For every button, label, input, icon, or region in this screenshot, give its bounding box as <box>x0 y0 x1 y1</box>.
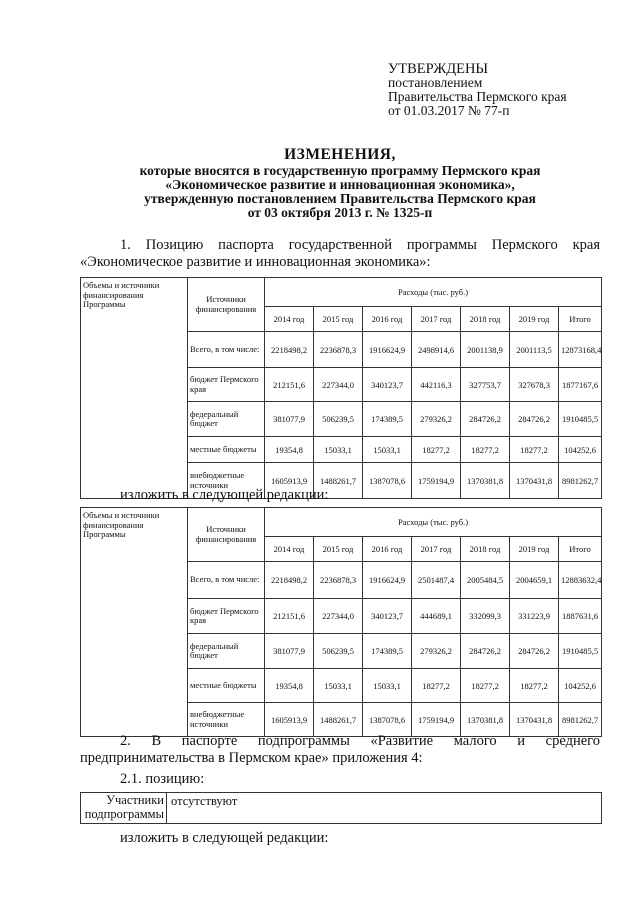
value-cell: 18277,2 <box>510 437 559 463</box>
paragraph-line: предпринимательства в Пермском крае» приложения 4: <box>80 750 423 766</box>
value-cell: 332099,3 <box>461 599 510 634</box>
value-cell: 15033,1 <box>363 669 412 703</box>
value-cell: 18277,2 <box>412 669 461 703</box>
total-cell: 8981262,7 <box>559 463 602 499</box>
total-cell: 1910485,5 <box>559 634 602 669</box>
value-cell: 1387078,6 <box>363 463 412 499</box>
value-cell: 340123,7 <box>363 368 412 402</box>
value-cell: 381077,9 <box>265 402 314 437</box>
value-cell: 1387078,6 <box>363 703 412 737</box>
value-cell: 1488261,7 <box>314 463 363 499</box>
year-header: 2016 год <box>363 307 412 332</box>
value-cell: 1759194,9 <box>412 703 461 737</box>
approval-line: Правительства Пермского края <box>388 89 567 104</box>
value-cell: 1370381,8 <box>461 703 510 737</box>
paragraph-line: «Экономическое развитие и инновационная экономика»: <box>80 254 431 270</box>
value-cell: 2498914,6 <box>412 332 461 368</box>
value-cell: 284726,2 <box>510 402 559 437</box>
approval-date: от 01.03.2017 № 77-п <box>388 103 510 118</box>
total-cell: 1877167,6 <box>559 368 602 402</box>
value-cell: 381077,9 <box>265 634 314 669</box>
financing-table-old <box>80 277 602 499</box>
value-cell: 19354,8 <box>265 437 314 463</box>
replace-instruction: изложить в следующей редакции: <box>120 487 329 503</box>
heading-line: «Экономическое развитие и инновационная экономика», <box>165 177 515 192</box>
heading-line: от 03 октября 2013 г. № 1325-п <box>247 205 433 220</box>
value-cell: 2001138,9 <box>461 332 510 368</box>
value-cell: 2501487,4 <box>412 562 461 599</box>
value-cell: 18277,2 <box>510 669 559 703</box>
paragraph-line: 1. Позицию паспорта государственной программы Пермского края <box>120 237 600 253</box>
total-cell: 12883632,4 <box>559 562 602 599</box>
total-cell: 1887631,6 <box>559 599 602 634</box>
year-header: 2014 год <box>265 307 314 332</box>
total-header: Итого <box>559 537 602 562</box>
year-header: 2015 год <box>314 537 363 562</box>
table-row-label: Объемы и источники финансирования Программы <box>81 278 188 499</box>
value-cell: 327678,3 <box>510 368 559 402</box>
year-header: 2016 год <box>363 537 412 562</box>
table-row-label: Объемы и источники финансирования Программы <box>81 508 188 737</box>
value-cell: 279326,2 <box>412 634 461 669</box>
expenses-header: Расходы (тыс. руб.) <box>265 508 602 537</box>
value-cell: 2004659,1 <box>510 562 559 599</box>
sources-header: Источники финансирования <box>188 508 265 562</box>
value-cell: 1759194,9 <box>412 463 461 499</box>
value-cell: 1605913,9 <box>265 703 314 737</box>
approval-line: постановлением <box>388 75 483 90</box>
value-cell: 15033,1 <box>363 437 412 463</box>
source-cell: местные бюджеты <box>188 437 265 463</box>
source-cell: бюджет Пермского края <box>188 368 265 402</box>
source-cell: местные бюджеты <box>188 669 265 703</box>
paragraph-line: 2. В паспорте подпрограммы «Развитие малого и среднего <box>120 733 600 749</box>
value-cell: 174389,5 <box>363 634 412 669</box>
value-cell: 284726,2 <box>510 634 559 669</box>
value-cell: 174389,5 <box>363 402 412 437</box>
source-cell: федеральный бюджет <box>188 634 265 669</box>
value-cell: 2236878,3 <box>314 332 363 368</box>
source-cell: Всего, в том числе: <box>188 562 265 599</box>
value-cell: 15033,1 <box>314 437 363 463</box>
approval-block <box>388 62 567 118</box>
participants-table <box>80 792 602 824</box>
value-cell: 506239,5 <box>314 402 363 437</box>
item-1-paragraph <box>80 237 600 271</box>
year-header: 2018 год <box>461 307 510 332</box>
value-cell: 18277,2 <box>412 437 461 463</box>
year-header: 2017 год <box>412 537 461 562</box>
value-cell: 212151,6 <box>265 368 314 402</box>
value-cell: 442116,3 <box>412 368 461 402</box>
heading-title: ИЗМЕНЕНИЯ, <box>284 146 396 163</box>
value-cell: 284726,2 <box>461 402 510 437</box>
total-cell: 1910485,5 <box>559 402 602 437</box>
total-cell: 8981262,7 <box>559 703 602 737</box>
year-header: 2018 год <box>461 537 510 562</box>
value-cell: 212151,6 <box>265 599 314 634</box>
financing-table-new <box>80 507 602 737</box>
year-header: 2014 год <box>265 537 314 562</box>
source-cell: внебюджетные источники <box>188 703 265 737</box>
value-cell: 284726,2 <box>461 634 510 669</box>
total-cell: 12873168,4 <box>559 332 602 368</box>
value-cell: 18277,2 <box>461 669 510 703</box>
item-2-1-paragraph: 2.1. позицию: <box>120 771 205 787</box>
total-cell: 104252,6 <box>559 437 602 463</box>
sources-header: Источники финансирования <box>188 278 265 332</box>
value-cell: 2001113,5 <box>510 332 559 368</box>
value-cell: 444689,1 <box>412 599 461 634</box>
value-cell: 1488261,7 <box>314 703 363 737</box>
source-cell: Всего, в том числе: <box>188 332 265 368</box>
value-cell: 227344,0 <box>314 599 363 634</box>
source-cell: федеральный бюджет <box>188 402 265 437</box>
value-cell: 1370431,8 <box>510 463 559 499</box>
value-cell: 506239,5 <box>314 634 363 669</box>
year-header: 2017 год <box>412 307 461 332</box>
value-cell: 18277,2 <box>461 437 510 463</box>
value-cell: 2236878,3 <box>314 562 363 599</box>
expenses-header: Расходы (тыс. руб.) <box>265 278 602 307</box>
source-cell: внебюджетные источники <box>188 463 265 499</box>
heading-line: утвержденную постановлением Правительства Пермского края <box>144 191 536 206</box>
heading-line: которые вносятся в государственную программу Пермского края <box>139 163 541 178</box>
year-header: 2015 год <box>314 307 363 332</box>
value-cell: 1370381,8 <box>461 463 510 499</box>
value-cell: 2005484,5 <box>461 562 510 599</box>
source-cell: бюджет Пермского края <box>188 599 265 634</box>
value-cell: 340123,7 <box>363 599 412 634</box>
year-header: 2019 год <box>510 307 559 332</box>
value-cell: 15033,1 <box>314 669 363 703</box>
value-cell: 2218498,2 <box>265 562 314 599</box>
value-cell: 1916624,9 <box>363 332 412 368</box>
total-header: Итого <box>559 307 602 332</box>
value-cell: 2218498,2 <box>265 332 314 368</box>
document-heading <box>80 148 600 220</box>
value-cell: 279326,2 <box>412 402 461 437</box>
participants-value: отсутствуют <box>171 794 238 808</box>
replace-instruction-2: изложить в следующей редакции: <box>120 830 329 846</box>
total-cell: 104252,6 <box>559 669 602 703</box>
value-cell: 227344,0 <box>314 368 363 402</box>
item-2-paragraph <box>80 733 600 767</box>
value-cell: 331223,9 <box>510 599 559 634</box>
value-cell: 327753,7 <box>461 368 510 402</box>
year-header: 2019 год <box>510 537 559 562</box>
approval-title: УТВЕРЖДЕНЫ <box>388 61 489 77</box>
participants-label: Участники подпрограммы <box>81 793 167 823</box>
value-cell: 1605913,9 <box>265 463 314 499</box>
value-cell: 1370431,8 <box>510 703 559 737</box>
value-cell: 19354,8 <box>265 669 314 703</box>
value-cell: 1916624,9 <box>363 562 412 599</box>
